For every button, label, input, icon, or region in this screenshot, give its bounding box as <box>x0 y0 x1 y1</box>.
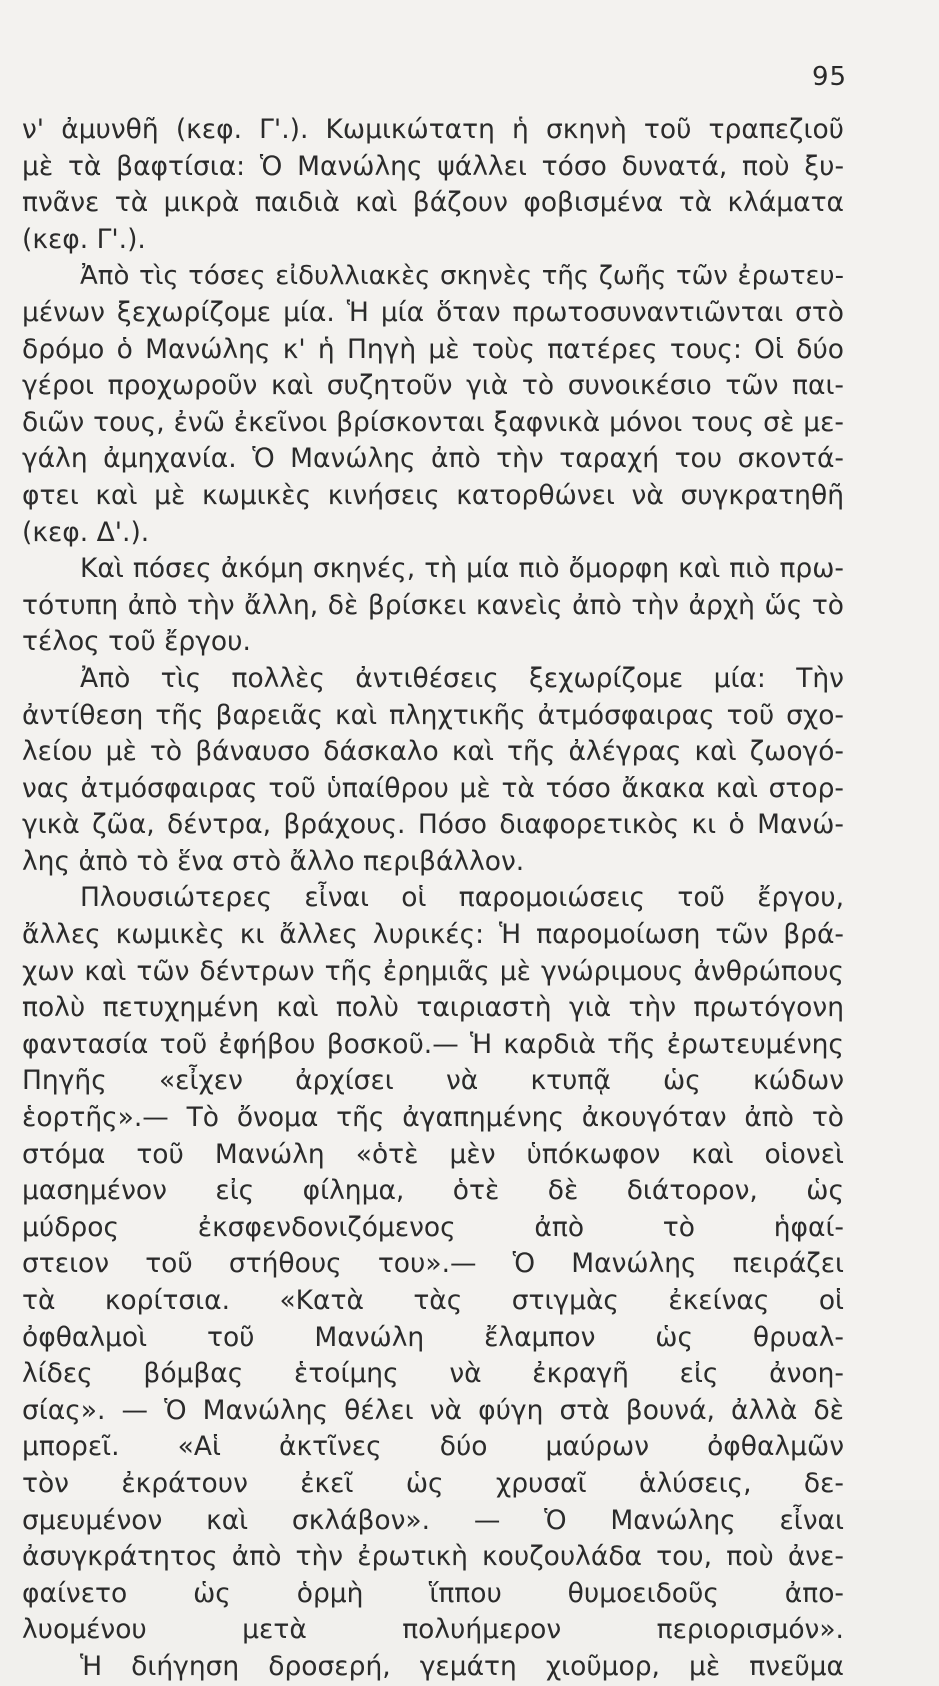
text-line: πνᾶνε τὰ μικρὰ παιδιὰ καὶ βάζουν φοβισμένα τὰ κλάματα <box>22 187 844 219</box>
text-line: μασημένον εἰς φίλημα, ὁτὲ δὲ διάτορον, ὡς <box>22 1175 844 1207</box>
text-line: ἄλλες κωμικὲς κι ἄλλες λυρικές: Ἡ παρομοίωση τῶν βρά- <box>22 919 844 951</box>
text-line: σμευμένον καὶ σκλάβον». — Ὁ Μανώλης εἶναι <box>22 1504 844 1536</box>
text-line: γέροι προχωροῦν καὶ συζητοῦν γιὰ τὸ συνοικέσιο τῶν παι- <box>22 370 844 402</box>
text-line: πολὺ πετυχημένη καὶ πολὺ ταιριαστὴ γιὰ τὴν πρωτόγονη <box>22 992 844 1024</box>
text-line: λυομένου μετὰ πολυήμερον περιορισμόν». <box>22 1614 844 1646</box>
text-line: στειον τοῦ στήθους του».— Ὁ Μανώλης πειράζει <box>22 1248 844 1280</box>
text-line: τότυπη ἀπὸ τὴν ἄλλη, δὲ βρίσκει κανεὶς ἀπὸ τὴν ἀρχὴ ὥς τὸ <box>22 589 844 621</box>
text-line: τέλος τοῦ ἔργου. <box>22 626 251 658</box>
text-line: χων καὶ τῶν δέντρων τῆς ἐρημιᾶς μὲ γνώριμους ἀνθρώπους <box>22 955 844 987</box>
text-line: ἀσυγκράτητος ἀπὸ τὴν ἐρωτικὴ κουζουλάδα του, ποὺ ἀνε- <box>22 1541 844 1573</box>
text-line: φαίνετο ὡς ὁρμὴ ἵππου θυμοειδοῦς ἀπο- <box>22 1577 844 1609</box>
text-line: νας ἀτμόσφαιρας τοῦ ὑπαίθρου μὲ τὰ τόσο ἄκακα καὶ στορ- <box>22 772 844 804</box>
text-line: μπορεῖ. «Αἱ ἀκτῖνες δύο μαύρων ὀφθαλμῶν <box>22 1431 844 1463</box>
text-line: τὰ κορίτσια. «Κατὰ τὰς στιγμὰς ἐκείνας οἱ <box>22 1285 844 1316</box>
body-text <box>22 112 844 1686</box>
text-line: ἀντίθεση τῆς βαρειᾶς καὶ πληχτικῆς ἀτμόσφαιρας τοῦ σχο- <box>22 699 844 731</box>
text-line: διῶν τους, ἐνῶ ἐκεῖνοι βρίσκονται ξαφνικὰ μόνοι τους σὲ με- <box>22 406 844 438</box>
text-line: Ἀπὸ τὶς πολλὲς ἀντιθέσεις ξεχωρίζομε μία: Τὴν <box>80 662 844 694</box>
text-line: τὸν ἐκράτουν ἐκεῖ ὡς χρυσαῖ ἁλύσεις, δε- <box>22 1467 844 1499</box>
text-line: λης ἀπὸ τὸ ἕνα στὸ ἄλλο περιβάλλον. <box>22 845 525 877</box>
text-line: ὀφθαλμοὶ τοῦ Μανώλη ἔλαμπον ὡς θρυαλ- <box>22 1321 844 1353</box>
text-line: Ἡ διήγηση δροσερή, γεμάτη χιοῦμορ, μὲ πνεῦμα <box>80 1650 844 1682</box>
text-line: λίδες βόμβας ἑτοίμης νὰ ἐκραγῆ εἰς ἀνοη- <box>22 1358 844 1390</box>
text-line: μένων ξεχωρίζομε μία. Ἡ μία ὅταν πρωτοσυναντιῶνται στὸ <box>22 296 844 328</box>
text-line: μὲ τὰ βαφτίσια: Ὁ Μανώλης ψάλλει τόσο δυνατά, ποὺ ξυ- <box>22 150 844 182</box>
text-line: Ἀπὸ τὶς τόσες εἰδυλλιακὲς σκηνὲς τῆς ζωῆς τῶν ἐρωτευ- <box>80 261 844 292</box>
text-line: δρόμο ὁ Μανώλης κ' ἡ Πηγὴ μὲ τοὺς πατέρες τους: Οἱ δύο <box>22 333 844 365</box>
text-line: Πλουσιώτερες εἶναι οἱ παρομοιώσεις τοῦ ἔργου, <box>80 882 844 914</box>
text-line: σίας». — Ὁ Μανώλης θέλει νὰ φύγη στὰ βουνά, ἀλλὰ δὲ <box>22 1394 844 1426</box>
text-line: φαντασία τοῦ ἐφήβου βοσκοῦ.— Ἡ καρδιὰ τῆς ἐρωτευμένης <box>22 1028 844 1060</box>
text-line: φτει καὶ μὲ κωμικὲς κινήσεις κατορθώνει νὰ συγκρατηθῆ <box>22 479 844 511</box>
text-line: στόμα τοῦ Μανώλη «ὁτὲ μὲν ὑπόκωφον καὶ οἱονεὶ <box>22 1138 844 1170</box>
text-line: λείου μὲ τὸ βάναυσο δάσκαλο καὶ τῆς ἀλέγρας καὶ ζωογό- <box>22 736 844 768</box>
text-line: Πηγῆς «εἶχεν ἀρχίσει νὰ κτυπᾷ ὡς κώδων <box>22 1065 844 1097</box>
text-line: ν' ἀμυνθῆ (κεφ. Γ'.). Κωμικώτατη ἡ σκηνὴ τοῦ τραπεζιοῦ <box>22 114 844 145</box>
text-line: μύδρος ἐκσφενδονιζόμενος ἀπὸ τὸ ἡφαί- <box>22 1211 844 1243</box>
text-line: γικὰ ζῶα, δέντρα, βράχους. Πόσο διαφορετικὸς κι ὁ Μανώ- <box>22 809 844 841</box>
text-line: (κεφ. Γ'.). <box>22 223 146 255</box>
page-number: 95 <box>812 62 848 92</box>
text-line: Καὶ πόσες ἀκόμη σκηνές, τὴ μία πιὸ ὄμορφη καὶ πιὸ πρω- <box>80 553 844 585</box>
text-line: ἑορτῆς».— Τὸ ὄνομα τῆς ἀγαπημένης ἀκουγόταν ἀπὸ τὸ <box>22 1102 844 1134</box>
text-line: (κεφ. Δ'.). <box>22 516 150 548</box>
text-line: γάλη ἀμηχανία. Ὁ Μανώλης ἀπὸ τὴν ταραχή του σκοντά- <box>22 443 844 475</box>
